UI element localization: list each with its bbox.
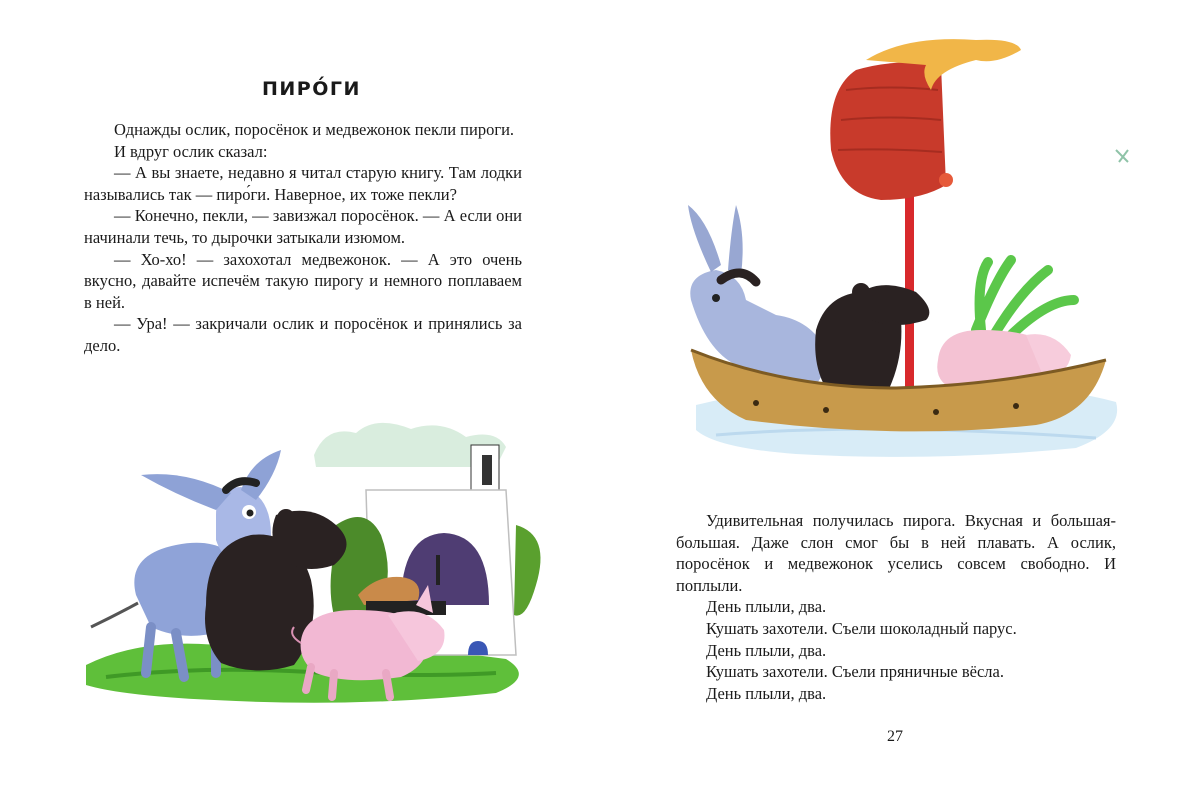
paragraph: — А вы знаете, недавно я читал старую книгу. Там лодки назывались так — пиро́ги. Наверное, их тоже пекли? [84,163,522,204]
paragraph: День плыли, два. [706,683,827,703]
right-page-text [676,510,1116,704]
oven-baking-illustration [66,415,556,715]
right-page [600,0,1200,812]
flower [939,173,953,187]
paragraph: Кушать захотели. Съели пряничные вёсла. [706,662,1004,682]
grass-leaves [976,260,1074,340]
paragraph: Однажды ослик, поросёнок и медвежонок пекли пироги. [114,120,515,139]
paragraph: Удивительная получилась пирога. Вкусная и большая-большая. Даже слон смог бы в ней плавать. А ослик, поросёнок и медвежонок уселись совсем свободно. И поплыли. [676,511,1116,595]
paragraph: — Ура! — закричали ослик и поросёнок и принялись за дело. [84,314,522,355]
paragraph: День плыли, два. [706,597,827,617]
paragraph: — Конечно, пекли, — завизжал поросёнок. — А если они начинали течь, то дырочки затыкали изюмом. [84,206,522,247]
left-page-text [84,119,522,357]
paragraph: И вдруг ослик сказал: [114,141,268,161]
boat-sailing-illustration [676,30,1126,480]
paragraph: День плыли, два. [706,640,827,660]
paragraph: — Хо-хо! — захохотал медвежонок. — А это очень вкусно, давайте испечём такую пирогу и немного поплаваем в ней. [84,249,522,312]
dragonfly [1116,150,1128,162]
paragraph: Кушать захотели. Съели шоколадный парус. [706,618,1017,638]
page-number: 27 [887,728,903,745]
chapter-title: ПИРО́ГИ [262,78,361,100]
